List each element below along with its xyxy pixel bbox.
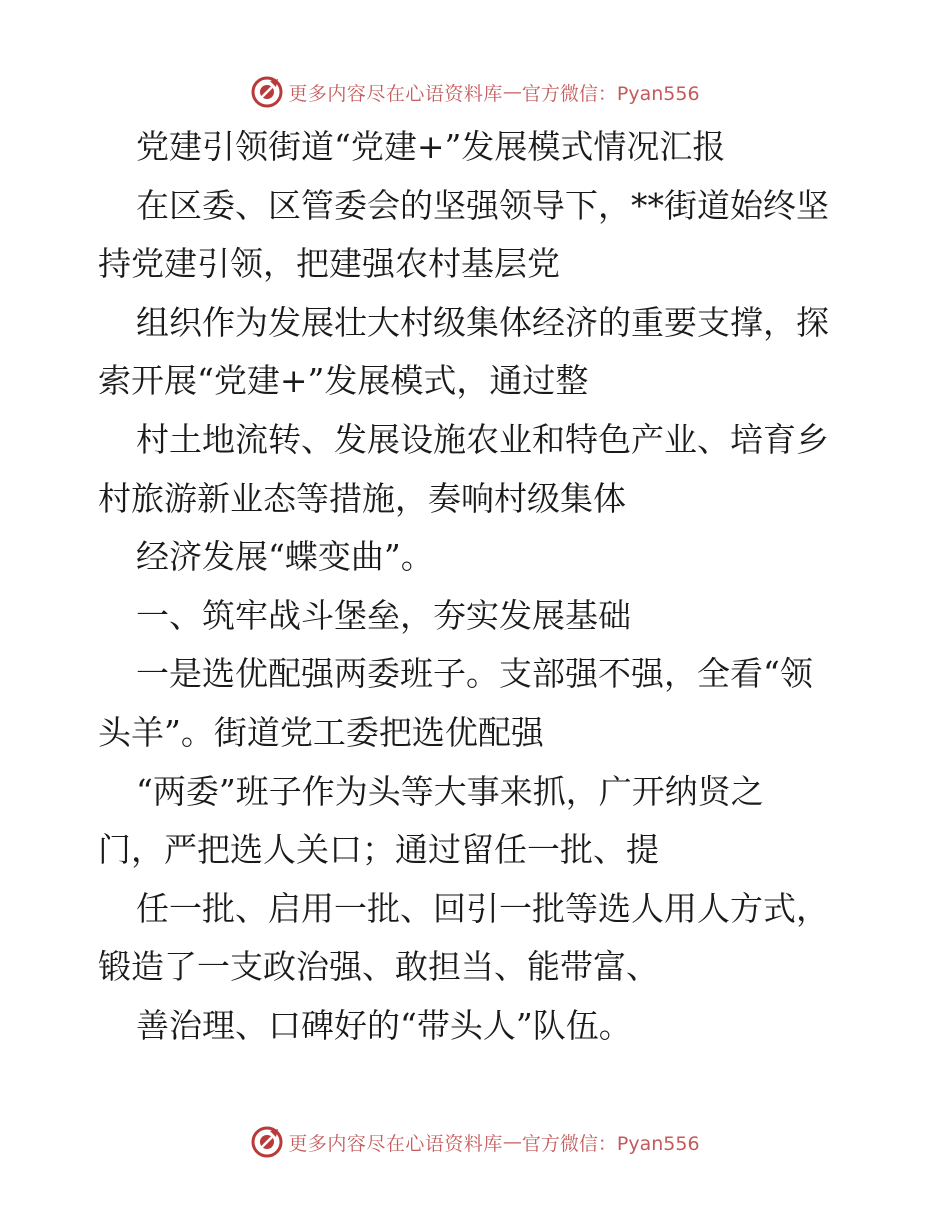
text-line: 村土地流转、发展设施农业和特色产业、培育乡 [136, 419, 829, 459]
text-line: 锻造了一支政治强、敢担当、能带富、 [98, 947, 659, 987]
text-line: 任一批、启用一批、回引一批等选人用人方式， [136, 888, 829, 928]
banner-text: 更多内容尽在心语资料库 [288, 82, 503, 105]
footer-banner [0, 1122, 950, 1162]
text-line: 经济发展“蝶变曲”。 [136, 537, 434, 577]
text-line: 组织作为发展壮大村级集体经济的重要支撑，探 [136, 302, 829, 342]
header-banner [0, 72, 950, 112]
banner-contact: 官方微信：Pyan556 [521, 1132, 700, 1155]
text-line: 索开展“党建+”发展模式，通过整 [98, 361, 589, 401]
text-line: “两委”班子作为头等大事来抓，广开纳贤之 [136, 771, 764, 811]
banner-separator: — [502, 1131, 522, 1153]
brand-logo-icon [250, 1125, 284, 1159]
text-line: 头羊”。街道党工委把选优配强 [98, 712, 544, 752]
text-line: 村旅游新业态等措施，奏响村级集体 [98, 478, 626, 518]
text-line: 党建引领街道“党建+”发展模式情况汇报 [136, 127, 726, 166]
text-line: 门，严把选人关口；通过留任一批、提 [98, 830, 659, 870]
banner-contact: 官方微信：Pyan556 [521, 82, 700, 105]
document-body [98, 118, 858, 1056]
text-line: 一是选优配强两委班子。支部强不强，全看“领 [136, 654, 813, 694]
text-line: 一、筑牢战斗堡垒，夯实发展基础 [136, 595, 631, 635]
text-line: 持党建引领，把建强农村基层党 [98, 244, 560, 284]
banner-separator: — [502, 81, 522, 103]
text-line: 善治理、口碑好的“带头人”队伍。 [136, 1005, 632, 1045]
brand-logo-icon [250, 75, 284, 109]
banner-text: 更多内容尽在心语资料库 [288, 1132, 503, 1155]
text-line: 在区委、区管委会的坚强领导下，**街道始终坚 [136, 185, 829, 225]
